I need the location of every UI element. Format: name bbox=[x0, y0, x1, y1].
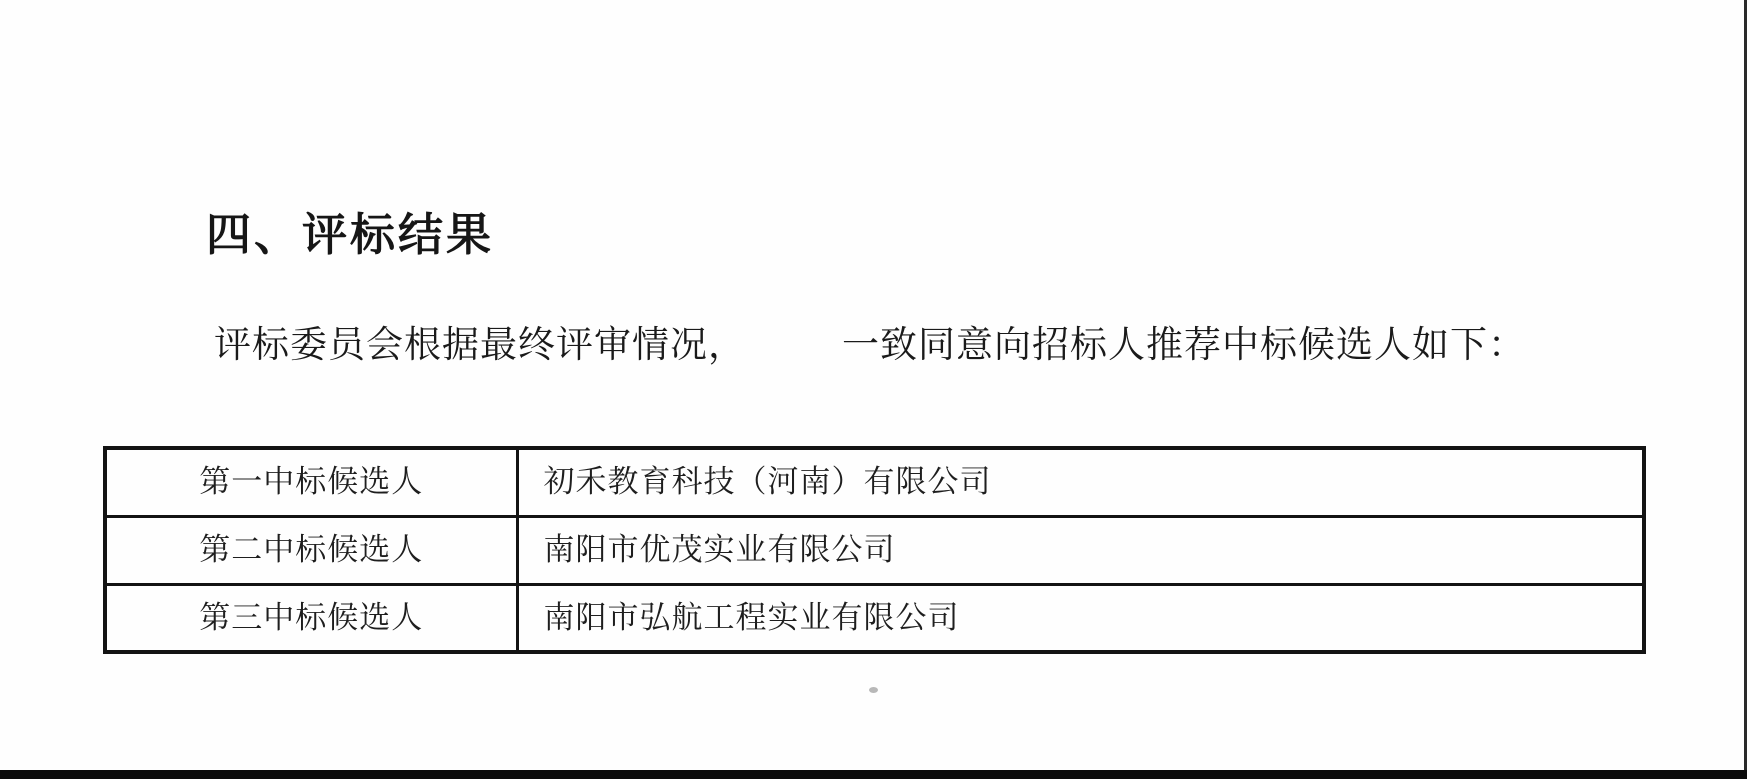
candidate-rank-label: 第三中标候选人 bbox=[105, 584, 517, 652]
candidate-company-name: 初禾教育科技（河南）有限公司 bbox=[517, 448, 1644, 516]
candidate-company-name: 南阳市优茂实业有限公司 bbox=[517, 516, 1644, 584]
table-row bbox=[105, 448, 1644, 516]
table-row bbox=[105, 584, 1644, 652]
intro-paragraph-part2: 一致同意向招标人推荐中标候选人如下： bbox=[842, 325, 1526, 366]
table-row bbox=[105, 516, 1644, 584]
scan-artifact-bottom-bar bbox=[0, 770, 1747, 779]
candidate-rank-label: 第一中标候选人 bbox=[105, 448, 517, 516]
scan-artifact-speck bbox=[869, 687, 878, 693]
section-heading: 四、评标结果 bbox=[206, 210, 495, 260]
intro-paragraph bbox=[214, 314, 1526, 368]
candidates-table bbox=[103, 446, 1646, 654]
intro-paragraph-part1: 评标委员会根据最终评审情况， bbox=[214, 325, 746, 366]
candidate-rank-label: 第二中标候选人 bbox=[105, 516, 517, 584]
candidate-company-name: 南阳市弘航工程实业有限公司 bbox=[517, 584, 1644, 652]
